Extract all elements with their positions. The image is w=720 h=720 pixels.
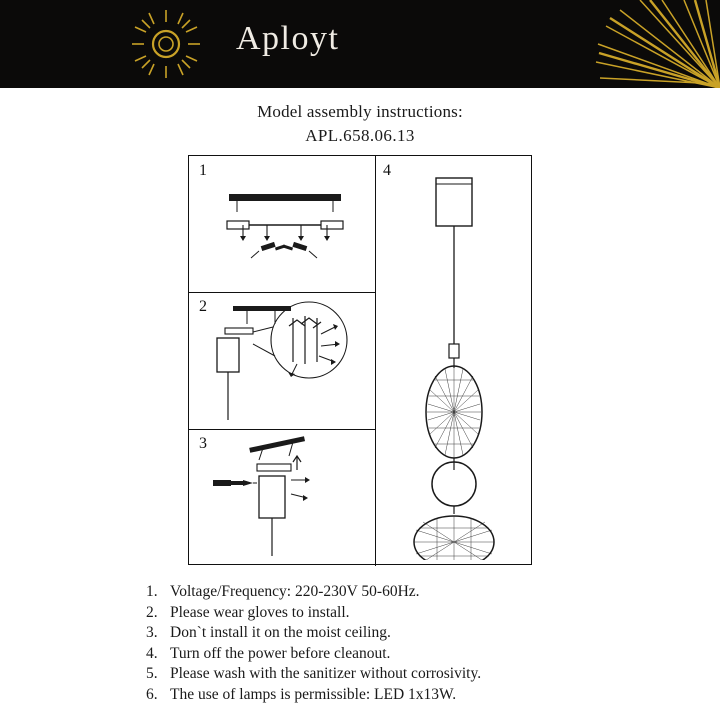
list-item bbox=[146, 582, 626, 603]
step-number-3: 3 bbox=[199, 435, 207, 452]
diagram-horizontal-divider-2 bbox=[189, 429, 375, 430]
list-item-number: 6. bbox=[146, 685, 158, 703]
list-item-number: 3. bbox=[146, 624, 158, 641]
list-item bbox=[146, 623, 626, 644]
list-item-text: Voltage/Frequency: 220-230V 50-60Hz. bbox=[170, 583, 420, 600]
list-item-text: Please wash with the sanitizer without corrosivity. bbox=[170, 665, 482, 682]
step-1-illustration bbox=[197, 166, 375, 290]
list-item bbox=[146, 664, 626, 685]
step-number-1: 1 bbox=[199, 162, 207, 179]
step-2-illustration bbox=[197, 300, 375, 426]
title-line-2: APL.658.06.13 bbox=[305, 126, 415, 145]
list-item bbox=[146, 603, 626, 624]
title-line-1: Model assembly instructions: bbox=[257, 102, 463, 121]
diagram-vertical-divider bbox=[375, 156, 376, 566]
rays-icon bbox=[440, 0, 720, 88]
list-item-number: 2. bbox=[146, 603, 158, 621]
list-item-text: Please wear gloves to install. bbox=[170, 603, 350, 621]
diagram-horizontal-divider-1 bbox=[189, 292, 375, 293]
list-item bbox=[146, 685, 626, 706]
list-item-text: Turn off the power before cleanout. bbox=[170, 644, 391, 662]
banner-graphics bbox=[0, 0, 720, 88]
list-item-text: The use of lamps is permissible: LED 1x13W. bbox=[170, 685, 457, 703]
page-title bbox=[0, 102, 720, 146]
list-item-number: 4. bbox=[146, 644, 158, 662]
header-banner bbox=[0, 0, 720, 88]
step-3-illustration bbox=[197, 436, 375, 560]
list-item-text: Don`t install it on the moist ceiling. bbox=[170, 624, 391, 641]
step-number-4: 4 bbox=[383, 162, 391, 179]
instruction-list bbox=[146, 582, 626, 705]
assembly-diagram bbox=[188, 155, 532, 565]
sunburst-icon bbox=[130, 8, 202, 80]
list-item bbox=[146, 644, 626, 665]
list-item-number: 5. bbox=[146, 665, 158, 682]
brand-title: Aployt bbox=[236, 20, 340, 57]
step-number-2: 2 bbox=[199, 298, 207, 315]
list-item-number: 1. bbox=[146, 583, 158, 600]
step-4-illustration bbox=[379, 164, 529, 560]
